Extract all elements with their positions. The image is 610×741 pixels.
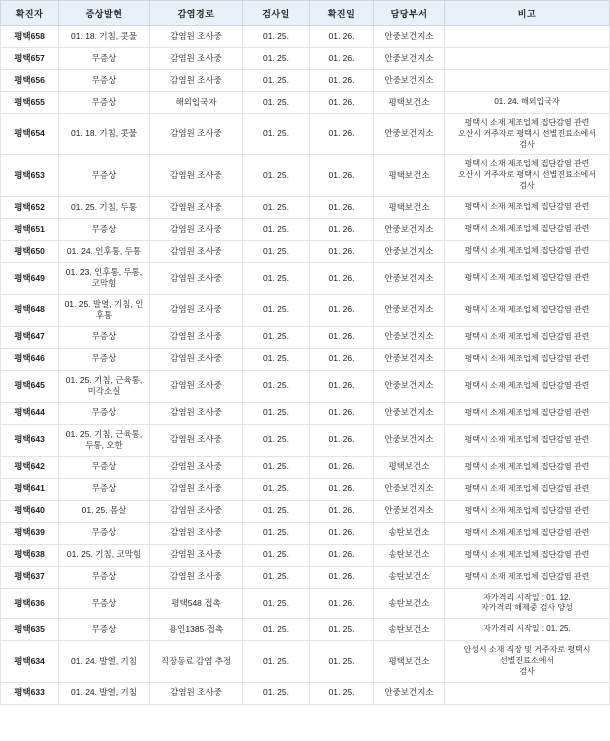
notes-cell: 자가격리 시작일 : 01. 25. [445,619,610,641]
test-date-cell: 01. 25. [243,196,310,218]
symptom-onset-cell: 01. 25. 기침, 근육통, 미각소실 [59,370,150,402]
infection-route-cell: 감염원 조사중 [150,402,243,424]
infection-route-cell: 감염원 조사중 [150,544,243,566]
test-date-cell: 01. 25. [243,240,310,262]
case-id-cell: 평택639 [1,522,59,544]
infection-route-cell: 감염원 조사중 [150,370,243,402]
test-date-cell: 01. 25. [243,424,310,456]
notes-cell: 평택시 소재 제조업체 집단감염 관련 [445,240,610,262]
table-row [1,240,610,262]
test-date-cell: 01. 25. [243,348,310,370]
notes-cell: 안성시 소재 직장 및 거주자로 평택시 선별진료소에서 검사 [445,641,610,682]
notes-cell [445,682,610,704]
infection-route-cell: 감염원 조사중 [150,478,243,500]
department-cell: 안중보건지소 [374,294,445,326]
confirm-date-cell: 01. 26. [310,70,374,92]
department-cell: 안중보건지소 [374,218,445,240]
test-date-cell: 01. 25. [243,218,310,240]
department-cell: 안중보건지소 [374,402,445,424]
infection-route-cell: 감염원 조사중 [150,196,243,218]
confirm-date-cell: 01. 26. [310,294,374,326]
confirm-date-cell: 01. 26. [310,196,374,218]
column-header-case-id: 확진자 [1,1,59,26]
infection-route-cell: 직장동료 감염 추정 [150,641,243,682]
notes-cell: 평택시 소재 제조업체 집단감염 관련 [445,326,610,348]
symptom-onset-cell: 01. 25. 기침, 근육통, 두통, 오한 [59,424,150,456]
case-id-cell: 평택646 [1,348,59,370]
department-cell: 평택보건소 [374,456,445,478]
table-row [1,370,610,402]
table-row [1,682,610,704]
case-id-cell: 평택641 [1,478,59,500]
table-row [1,544,610,566]
notes-cell [445,26,610,48]
department-cell: 안중보건지소 [374,500,445,522]
symptom-onset-cell: 무증상 [59,48,150,70]
notes-cell [445,70,610,92]
column-header-infection-route: 감염경로 [150,1,243,26]
notes-cell: 평택시 소재 제조업체 집단감염 관련 [445,424,610,456]
confirm-date-cell: 01. 26. [310,456,374,478]
table-row [1,641,610,682]
table-row [1,424,610,456]
confirm-date-cell: 01. 25. [310,641,374,682]
test-date-cell: 01. 25. [243,682,310,704]
department-cell: 송탄보건소 [374,619,445,641]
department-cell: 안중보건지소 [374,114,445,155]
test-date-cell: 01. 25. [243,48,310,70]
infection-route-cell: 평택548 접촉 [150,588,243,619]
department-cell: 송탄보건소 [374,566,445,588]
test-date-cell: 01. 25. [243,456,310,478]
case-id-cell: 평택653 [1,155,59,196]
column-header-test-date: 검사일 [243,1,310,26]
notes-cell: 평택시 소재 제조업체 집단감염 관련 오산시 거주자로 평택시 선별진료소에서 검사 [445,114,610,155]
notes-cell: 평택시 소재 제조업체 집단감염 관련 [445,456,610,478]
case-id-cell: 평택658 [1,26,59,48]
notes-cell: 평택시 소재 제조업체 집단감염 관련 [445,348,610,370]
department-cell: 평택보건소 [374,92,445,114]
confirm-date-cell: 01. 26. [310,155,374,196]
infection-route-cell: 해외입국자 [150,92,243,114]
column-header-symptom-onset: 증상발현 [59,1,150,26]
table-row [1,26,610,48]
symptom-onset-cell: 무증상 [59,155,150,196]
notes-cell: 평택시 소재 제조업체 집단감염 관련 [445,218,610,240]
test-date-cell: 01. 25. [243,500,310,522]
test-date-cell: 01. 25. [243,402,310,424]
test-date-cell: 01. 25. [243,370,310,402]
notes-cell: 평택시 소재 제조업체 집단감염 관련 [445,370,610,402]
symptom-onset-cell: 01. 24. 발열, 기침 [59,682,150,704]
table-row [1,326,610,348]
test-date-cell: 01. 25. [243,70,310,92]
infection-route-cell: 감염원 조사중 [150,566,243,588]
infection-route-cell: 감염원 조사중 [150,218,243,240]
department-cell: 송탄보건소 [374,522,445,544]
department-cell: 안중보건지소 [374,262,445,294]
case-id-cell: 평택638 [1,544,59,566]
table-row [1,478,610,500]
table-row [1,218,610,240]
symptom-onset-cell: 무증상 [59,619,150,641]
infection-route-cell: 용인1385 접촉 [150,619,243,641]
case-id-cell: 평택635 [1,619,59,641]
symptom-onset-cell: 01. 25. 발열, 기침, 인 후통 [59,294,150,326]
table-row [1,155,610,196]
infection-route-cell: 감염원 조사중 [150,424,243,456]
table-row [1,114,610,155]
notes-cell: 평택시 소재 제조업체 집단감염 관련 [445,566,610,588]
department-cell: 안중보건지소 [374,370,445,402]
notes-cell: 평택시 소재 제조업체 집단감염 관련 [445,262,610,294]
symptom-onset-cell: 01. 18. 기침, 콧물 [59,114,150,155]
table-row [1,294,610,326]
department-cell: 안중보건지소 [374,478,445,500]
notes-cell: 평택시 소재 제조업체 집단감염 관련 [445,522,610,544]
confirm-date-cell: 01. 26. [310,240,374,262]
department-cell: 평택보건소 [374,641,445,682]
symptom-onset-cell: 무증상 [59,218,150,240]
case-id-cell: 평택647 [1,326,59,348]
symptom-onset-cell: 무증상 [59,478,150,500]
notes-cell: 평택시 소재 제조업체 집단감염 관련 [445,196,610,218]
column-header-confirm-date: 확진일 [310,1,374,26]
department-cell: 송탄보건소 [374,544,445,566]
test-date-cell: 01. 25. [243,326,310,348]
symptom-onset-cell: 무증상 [59,70,150,92]
department-cell: 안중보건지소 [374,682,445,704]
infection-route-cell: 감염원 조사중 [150,500,243,522]
notes-cell: 평택시 소재 제조업체 집단감염 관련 [445,478,610,500]
symptom-onset-cell: 무증상 [59,92,150,114]
test-date-cell: 01. 25. [243,262,310,294]
notes-cell: 평택시 소재 제조업체 집단감염 관련 [445,544,610,566]
confirm-date-cell: 01. 26. [310,544,374,566]
infection-route-cell: 감염원 조사중 [150,114,243,155]
confirm-date-cell: 01. 26. [310,26,374,48]
infection-route-cell: 감염원 조사중 [150,240,243,262]
symptom-onset-cell: 무증상 [59,326,150,348]
infection-route-cell: 감염원 조사중 [150,294,243,326]
case-id-cell: 평택656 [1,70,59,92]
symptom-onset-cell: 01. 23. 인후통, 두통, 코막힘 [59,262,150,294]
confirm-date-cell: 01. 26. [310,262,374,294]
confirm-date-cell: 01. 26. [310,218,374,240]
symptom-onset-cell: 무증상 [59,456,150,478]
case-id-cell: 평택652 [1,196,59,218]
table-row [1,456,610,478]
department-cell: 안중보건지소 [374,48,445,70]
infection-route-cell: 감염원 조사중 [150,522,243,544]
department-cell: 안중보건지소 [374,70,445,92]
test-date-cell: 01. 25. [243,294,310,326]
infection-route-cell: 감염원 조사중 [150,70,243,92]
confirm-date-cell: 01. 26. [310,500,374,522]
case-id-cell: 평택642 [1,456,59,478]
confirm-date-cell: 01. 26. [310,566,374,588]
infection-route-cell: 감염원 조사중 [150,682,243,704]
table-header [1,1,610,26]
department-cell: 안중보건지소 [374,348,445,370]
notes-cell: 평택시 소재 제조업체 집단감염 관련 [445,402,610,424]
symptom-onset-cell: 무증상 [59,566,150,588]
confirm-date-cell: 01. 26. [310,522,374,544]
confirm-date-cell: 01. 26. [310,588,374,619]
confirm-date-cell: 01. 26. [310,92,374,114]
symptom-onset-cell: 무증상 [59,348,150,370]
case-id-cell: 평택636 [1,588,59,619]
table-row [1,500,610,522]
department-cell: 송탄보건소 [374,588,445,619]
case-id-cell: 평택640 [1,500,59,522]
confirm-date-cell: 01. 26. [310,402,374,424]
case-id-cell: 평택657 [1,48,59,70]
case-id-cell: 평택649 [1,262,59,294]
test-date-cell: 01. 25. [243,619,310,641]
infection-route-cell: 감염원 조사중 [150,456,243,478]
symptom-onset-cell: 01. 24. 인후통, 두통 [59,240,150,262]
case-id-cell: 평택651 [1,218,59,240]
confirm-date-cell: 01. 25. [310,682,374,704]
confirm-date-cell: 01. 26. [310,478,374,500]
symptom-onset-cell: 01. 25. 기침, 두통 [59,196,150,218]
notes-cell: 01. 24. 해외입국자 [445,92,610,114]
case-id-cell: 평택650 [1,240,59,262]
symptom-onset-cell: 01. 18. 기침, 콧물 [59,26,150,48]
table-row [1,566,610,588]
confirm-date-cell: 01. 26. [310,114,374,155]
case-id-cell: 평택648 [1,294,59,326]
notes-cell: 자가격리 시작일 : 01. 12. 자가격리 해제중 검사 양성 [445,588,610,619]
column-header-department: 담당부서 [374,1,445,26]
symptom-onset-cell: 01. 25. 몸살 [59,500,150,522]
test-date-cell: 01. 25. [243,566,310,588]
table-body [1,26,610,705]
confirm-date-cell: 01. 26. [310,48,374,70]
case-id-cell: 평택643 [1,424,59,456]
confirm-date-cell: 01. 26. [310,348,374,370]
department-cell: 안중보건지소 [374,424,445,456]
infection-route-cell: 감염원 조사중 [150,326,243,348]
notes-cell: 평택시 소재 제조업체 집단감염 관련 오산시 거주자로 평택시 선별진료소에서 검사 [445,155,610,196]
case-id-cell: 평택655 [1,92,59,114]
case-id-cell: 평택634 [1,641,59,682]
infection-route-cell: 감염원 조사중 [150,48,243,70]
department-cell: 안중보건지소 [374,26,445,48]
case-id-cell: 평택654 [1,114,59,155]
confirm-date-cell: 01. 26. [310,370,374,402]
symptom-onset-cell: 무증상 [59,588,150,619]
confirm-date-cell: 01. 26. [310,326,374,348]
table-row [1,348,610,370]
confirm-date-cell: 01. 26. [310,424,374,456]
table-row [1,522,610,544]
notes-cell [445,48,610,70]
symptom-onset-cell: 무증상 [59,522,150,544]
symptom-onset-cell: 01. 24. 발열, 기침 [59,641,150,682]
test-date-cell: 01. 25. [243,114,310,155]
infection-route-cell: 감염원 조사중 [150,262,243,294]
case-id-cell: 평택645 [1,370,59,402]
symptom-onset-cell: 01. 25. 기침, 코막힘 [59,544,150,566]
symptom-onset-cell: 무증상 [59,402,150,424]
table-row [1,70,610,92]
test-date-cell: 01. 25. [243,544,310,566]
confirm-date-cell: 01. 25. [310,619,374,641]
table-header-row [1,1,610,26]
table-row [1,588,610,619]
department-cell: 안중보건지소 [374,240,445,262]
test-date-cell: 01. 25. [243,522,310,544]
notes-cell: 평택시 소재 제조업체 집단감염 관련 [445,294,610,326]
test-date-cell: 01. 25. [243,92,310,114]
column-header-notes: 비고 [445,1,610,26]
table-row [1,92,610,114]
infection-route-cell: 감염원 조사중 [150,155,243,196]
test-date-cell: 01. 25. [243,588,310,619]
test-date-cell: 01. 25. [243,641,310,682]
table-row [1,262,610,294]
infection-route-cell: 감염원 조사중 [150,26,243,48]
infection-route-cell: 감염원 조사중 [150,348,243,370]
table-row [1,402,610,424]
department-cell: 평택보건소 [374,155,445,196]
case-id-cell: 평택637 [1,566,59,588]
table-row [1,619,610,641]
notes-cell: 평택시 소재 제조업체 집단감염 관련 [445,500,610,522]
table-row [1,48,610,70]
case-id-cell: 평택633 [1,682,59,704]
table-row [1,196,610,218]
test-date-cell: 01. 25. [243,478,310,500]
department-cell: 안중보건지소 [374,326,445,348]
case-id-cell: 평택644 [1,402,59,424]
test-date-cell: 01. 25. [243,155,310,196]
test-date-cell: 01. 25. [243,26,310,48]
department-cell: 평택보건소 [374,196,445,218]
